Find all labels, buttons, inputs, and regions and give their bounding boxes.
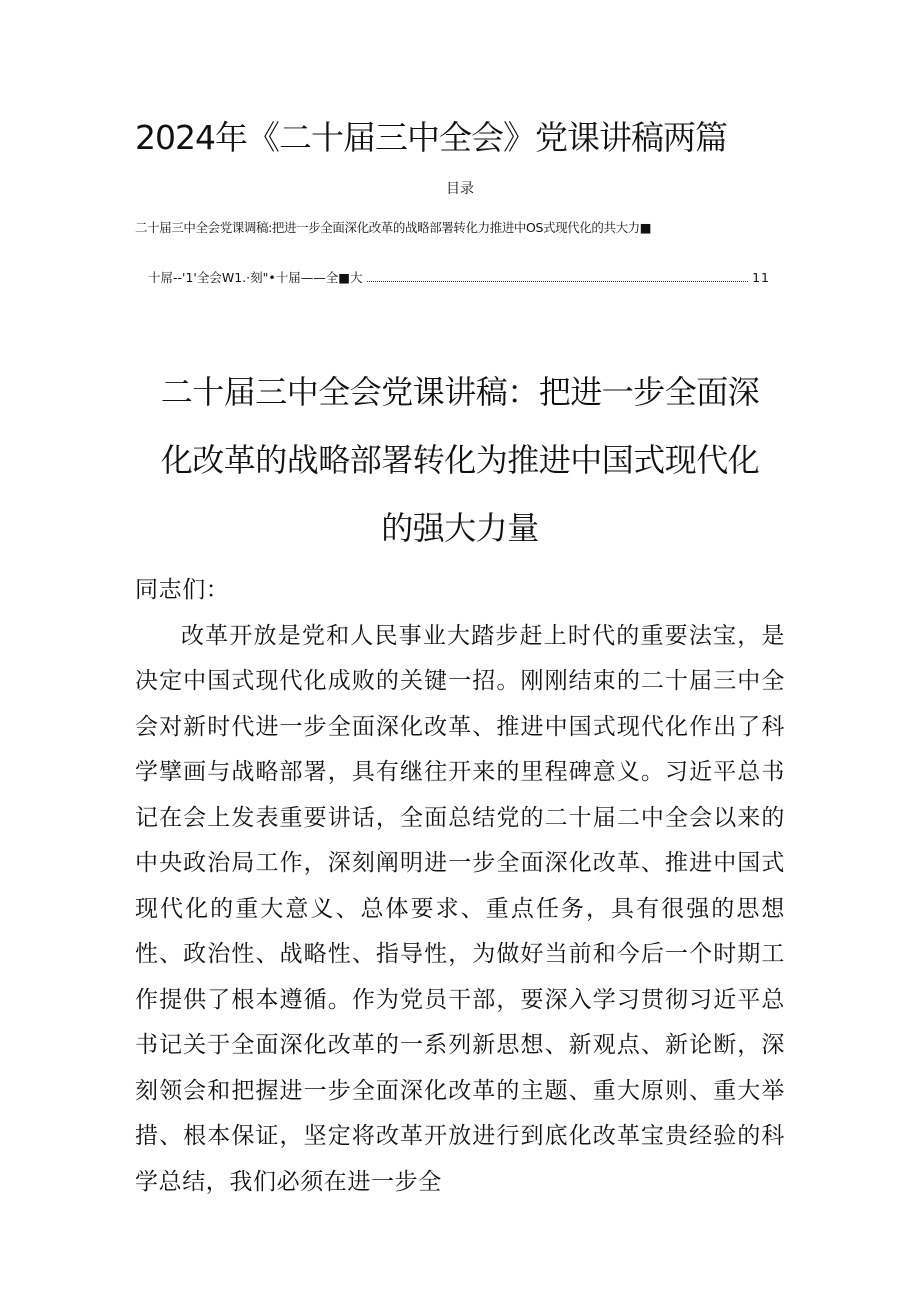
speech-title: 二十届三中全会党课讲稿：把进一步全面深化改革的战略部署转化为推进中国式现代化的强大力量 (160, 373, 760, 547)
toc-heading: 目录 (446, 181, 474, 197)
toc-entry-2-text: 十屌--'1'全会W1.·刻"•十届——全■大 (148, 270, 363, 285)
toc-entry-2[interactable] (148, 268, 770, 286)
toc-entry-1[interactable]: 二十届三中全会党课调稿:把进一步全面深化改革的战略部署转化力推进中OS式现代化的共大力■ (135, 220, 652, 235)
body-paragraph: 改革开放是党和人民事业大踏步赶上时代的重要法宝，是决定中国式现代化成败的关键一招。刚刚结束的二十届三中全会对新时代进一步全面深化改革、推进中国式现代化作出了科学擘画与战略部署，具有继往开来的里程碑意义。习近平总书记在会上发表重要讲话，全面总结党的二十届二中全会以来的中央政治局工作，深刻阐明进一步全面深化改革、推进中国式现代化的重大意义、总体要求、重点任务，具有很强的思想性、政治性、战略性、指导性，为做好当前和今后一个时期工作提供了根本遵循。作为党员干部，要深入学习贯彻习近平总书记关于全面深化改革的一系列新思想、新观点、新论断，深刻领会和把握进一步全面深化改革的主题、重大原则、重大举措、根本保证，坚定将改革开放进行到底化改革宝贵经验的科学总结，我们必须在进一步全 (135, 622, 785, 1195)
toc-entry-2-page: 11 (752, 270, 770, 285)
document-title: 2024年《二十届三中全会》党课讲稿两篇 (135, 118, 727, 157)
toc-dot-leader (367, 271, 749, 282)
salutation: 同志们： (135, 577, 230, 603)
speech-body (135, 568, 785, 1205)
